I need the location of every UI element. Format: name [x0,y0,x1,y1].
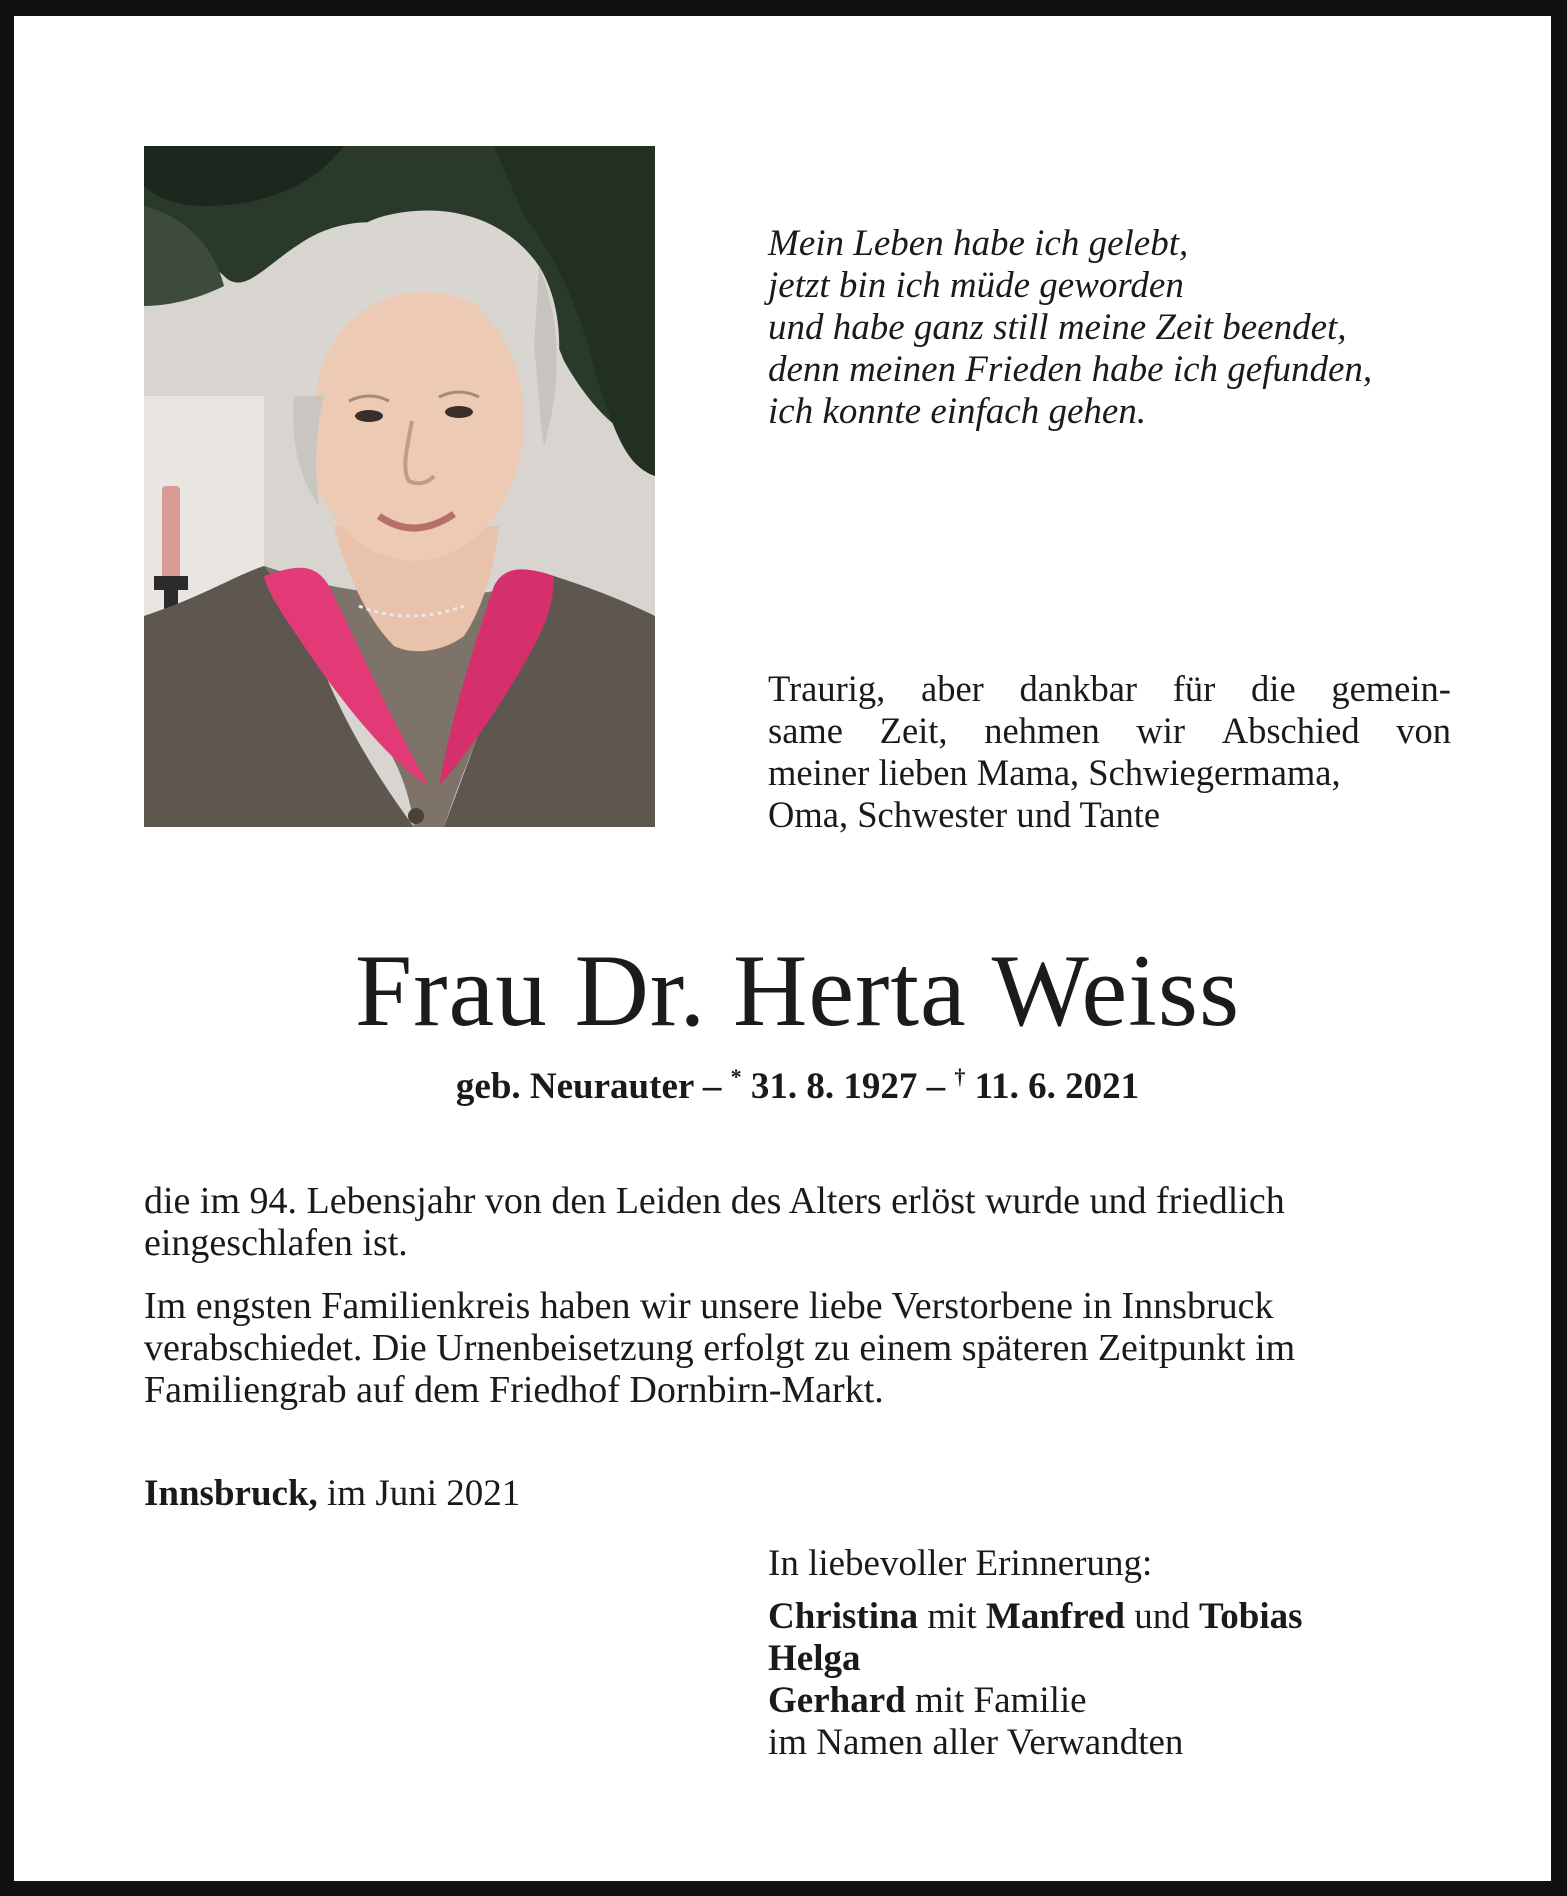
intro-line [768,710,1451,752]
intro-line: meiner lieben Mama, Schwiegermama, [768,752,1341,793]
place-date [144,1473,520,1515]
birth-death-line [14,1055,1567,1109]
word: gemein- [1331,668,1451,709]
poem [768,223,1488,433]
portrait-photo [144,146,655,827]
signer-text: mit [918,1596,986,1637]
signer-name: Gerhard [768,1680,906,1721]
word: same [768,710,843,751]
signer-row: im Namen aller Verwandten [768,1722,1184,1763]
signer-text: mit Familie [905,1680,1087,1721]
word: aber [921,668,984,709]
word: für [1172,668,1216,709]
intro-line: Oma, Schwester und Tante [768,794,1161,835]
signer-row [768,1680,1303,1722]
paragraph-1 [144,1180,1452,1264]
word: Traurig, [768,668,886,709]
separator: – [693,1066,731,1107]
intro-line [768,668,1451,710]
word: Abschied [1221,710,1360,751]
body-line: eingeschlafen ist. [144,1222,408,1264]
poem-line: ich konnte einfach gehen. [768,391,1147,432]
word: von [1396,710,1451,751]
word: die [1251,668,1296,709]
place-date-text: im Juni 2021 [317,1473,521,1514]
poem-line: jetzt bin ich müde geworden [768,265,1184,306]
signer-row [768,1638,1303,1680]
word: nehmen [984,710,1100,751]
paragraph-2 [144,1285,1452,1411]
birth-symbol: * [730,1064,742,1089]
death-symbol: † [954,1064,966,1089]
poem-line: und habe ganz still meine Zeit beendet, [768,307,1347,348]
word: dankbar [1019,668,1138,709]
place-city: Innsbruck, [144,1473,318,1514]
closing-line: In liebevoller Erinnerung: [768,1543,1153,1584]
deceased-name: Frau Dr. Herta Weiss [354,934,1241,1048]
separator: – [917,1066,955,1107]
death-date: 11. 6. 2021 [965,1066,1140,1107]
maiden-name: geb. Neurauter [455,1066,694,1107]
body-line: Im engsten Familienkreis haben wir unsere liebe Verstorbene in Innsbruck [144,1285,1274,1327]
signer-name: Helga [768,1638,861,1679]
signer-text: und [1125,1596,1199,1637]
signer-row [768,1596,1303,1638]
body-line: Familiengrab auf dem Friedhof Dornbirn-Markt. [144,1369,884,1411]
poem-line: denn meinen Frieden habe ich gefunden, [768,349,1373,390]
word: wir [1136,710,1186,751]
intro-text [768,668,1451,836]
signer-name: Manfred [985,1596,1125,1637]
word: Zeit, [879,710,948,751]
signers [768,1596,1303,1764]
body-line: verabschiedet. Die Urnenbeisetzung erfolgt zu einem späteren Zeitpunkt im [144,1327,1296,1369]
birth-date: 31. 8. 1927 [741,1066,918,1107]
body-line: die im 94. Lebensjahr von den Leiden des Alters erlöst wurde und friedlich [144,1180,1285,1222]
poem-line: Mein Leben habe ich gelebt, [768,223,1189,264]
signer-name: Christina [768,1596,919,1637]
signer-name: Tobias [1199,1596,1303,1637]
